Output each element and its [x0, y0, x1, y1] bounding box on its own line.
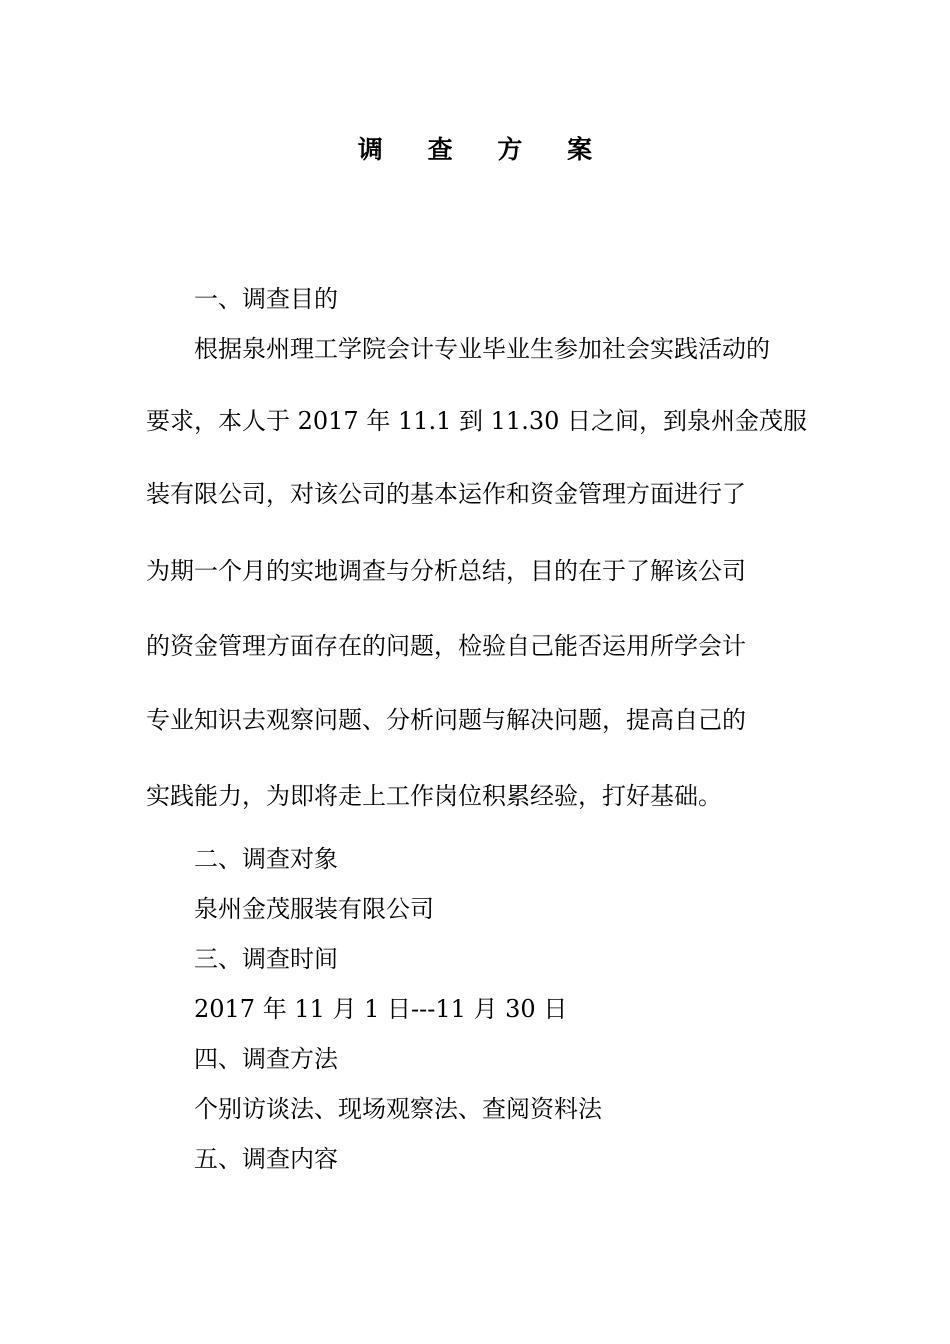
section-heading-time: 三、调查时间 [194, 945, 338, 973]
document-title [0, 130, 950, 170]
section-body-method: 个别访谈法、现场观察法、查阅资料法 [194, 1095, 602, 1123]
paragraph-line: 为期一个月的实地调查与分析总结，目的在于了解该公司 [146, 557, 746, 585]
section-heading-subject: 二、调查对象 [194, 845, 338, 873]
section-heading-method: 四、调查方法 [194, 1045, 338, 1073]
paragraph-line: 专业知识去观察问题、分析问题与解决问题，提高自己的 [146, 706, 746, 734]
paragraph-line: 根据泉州理工学院会计专业毕业生参加社会实践活动的 [194, 335, 770, 363]
paragraph-line: 实践能力，为即将走上工作岗位积累经验，打好基础。 [146, 782, 722, 810]
paragraph-line: 的资金管理方面存在的问题，检验自己能否运用所学会计 [146, 632, 746, 660]
section-heading-content: 五、调查内容 [194, 1145, 338, 1173]
title-char: 案 [567, 135, 593, 164]
paragraph-line: 要求，本人于 2017 年 11.1 到 11.30 日之间，到泉州金茂服 [146, 407, 807, 435]
section-heading-purpose: 一、调查目的 [194, 285, 338, 313]
title-char: 方 [497, 135, 523, 164]
section-body-time: 2017 年 11 月 1 日---11 月 30 日 [194, 995, 568, 1023]
paragraph-line: 装有限公司，对该公司的基本运作和资金管理方面进行了 [146, 480, 746, 508]
title-char: 查 [427, 135, 453, 164]
title-char: 调 [357, 135, 383, 164]
section-body-subject: 泉州金茂服装有限公司 [194, 895, 434, 923]
